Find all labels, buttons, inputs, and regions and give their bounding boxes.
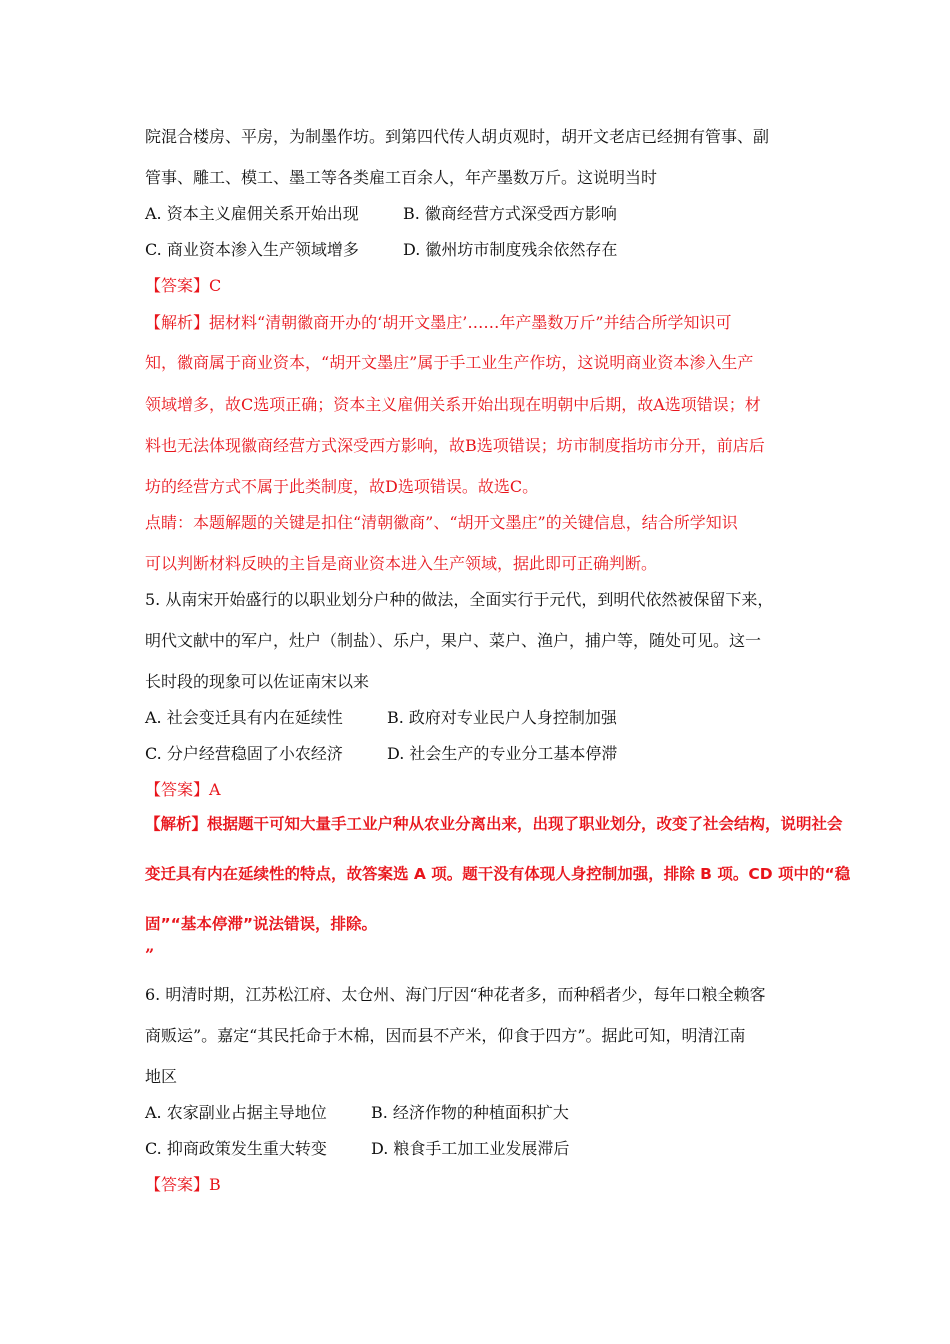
- q5-options-row-1: [145, 708, 617, 728]
- q4-options-row-1: [145, 204, 617, 224]
- q4-analysis-line-5: 坊的经营方式不属于此类制度，故D选项错误。故选C。: [145, 477, 539, 496]
- q5-stem-line-3: 长时段的现象可以佐证南宋以来: [145, 672, 370, 691]
- q6-option-c: C. 抑商政策发生重大转变: [145, 1139, 327, 1158]
- q6-options-row-1: [145, 1103, 569, 1123]
- q4-analysis-line-2: 知，徽商属于商业资本，“胡开文墨庄”属于手工业生产作坊，这说明商业资本渗入生产: [145, 353, 754, 372]
- q6-stem-line-2: 商贩运”。嘉定“其民托命于木棉，因而县不产米，仰食于四方”。据此可知，明清江南: [145, 1026, 746, 1045]
- q6-stem-line-3: 地区: [145, 1067, 178, 1086]
- q4-analysis-line-4: 料也无法体现徽商经营方式深受西方影响，故B选项错误；坊市制度指坊市分开，前店后: [145, 436, 765, 455]
- q4-option-d: D. 徽州坊市制度残余依然存在: [403, 240, 618, 259]
- q6-option-b: B. 经济作物的种植面积扩大: [371, 1103, 569, 1122]
- q5-option-d: D. 社会生产的专业分工基本停滞: [387, 744, 618, 763]
- q6-options-row-2: [145, 1139, 569, 1159]
- q6-answer: 【答案】B: [145, 1175, 221, 1194]
- q4-tip-line-1: 点睛：本题解题的关键是扣住“清朝徽商”、“胡开文墨庄”的关键信息，结合所学知识: [145, 513, 738, 532]
- q4-tip-line-2: 可以判断材料反映的主旨是商业资本进入生产领域，据此即可正确判断。: [145, 554, 658, 573]
- q5-stem-line-2: 明代文献中的军户，灶户（制盐）、乐户，果户、菜户、渔户，捕户等，随处可见。这一: [145, 631, 762, 650]
- q4-stem-line-2: 管事、雕工、模工、墨工等各类雇工百余人，年产墨数万斤。这说明当时: [145, 168, 658, 187]
- q6-option-a: A. 农家副业占据主导地位: [145, 1103, 327, 1122]
- q5-option-c: C. 分户经营稳固了小农经济: [145, 744, 343, 763]
- q4-analysis-line-1: 【解析】据材料“清朝徽商开办的‘胡开文墨庄’……年产墨数万斤”并结合所学知识可: [145, 313, 732, 332]
- q4-answer: 【答案】C: [145, 276, 222, 295]
- q4-analysis-line-3: 领域增多，故C选项正确；资本主义雇佣关系开始出现在明朝中后期，故A选项错误；材: [145, 395, 761, 414]
- q5-option-b: B. 政府对专业民户人身控制加强: [387, 708, 617, 727]
- q5-option-a: A. 社会变迁具有内在延续性: [145, 708, 343, 727]
- q5-options-row-2: [145, 744, 617, 764]
- q5-analysis-line-1: 【解析】根据题干可知大量手工业户种从农业分离出来，出现了职业划分，改变了社会结构，说明社会: [145, 815, 843, 833]
- q4-option-c: C. 商业资本渗入生产领域增多: [145, 240, 359, 259]
- q5-answer: 【答案】A: [145, 780, 221, 799]
- q4-stem-line-1: 院混合楼房、平房，为制墨作坊。到第四代传人胡贞观时，胡开文老店已经拥有管事、副: [145, 127, 770, 146]
- q5-analysis-line-3: 固”“基本停滞”说法错误，排除。: [145, 915, 378, 933]
- q6-option-d: D. 粮食手工加工业发展滞后: [371, 1139, 570, 1158]
- q4-option-a: A. 资本主义雇佣关系开始出现: [145, 204, 359, 223]
- q4-option-b: B. 徽商经营方式深受西方影响: [403, 204, 617, 223]
- q4-options-row-2: [145, 240, 617, 260]
- q5-analysis-line-2: 变迁具有内在延续性的特点，故答案选 A 项。题干没有体现人身控制加强，排除 B 项。CD 项中的“稳: [145, 865, 851, 883]
- q5-analysis-line-4: ”: [145, 945, 155, 964]
- q5-stem-line-1: 5. 从南宋开始盛行的以职业划分户种的做法，全面实行于元代，到明代依然被保留下来，: [145, 590, 774, 609]
- q6-stem-line-1: 6. 明清时期，江苏松江府、太仓州、海门厅因“种花者多，而种稻者少，每年口粮全赖客: [145, 985, 766, 1004]
